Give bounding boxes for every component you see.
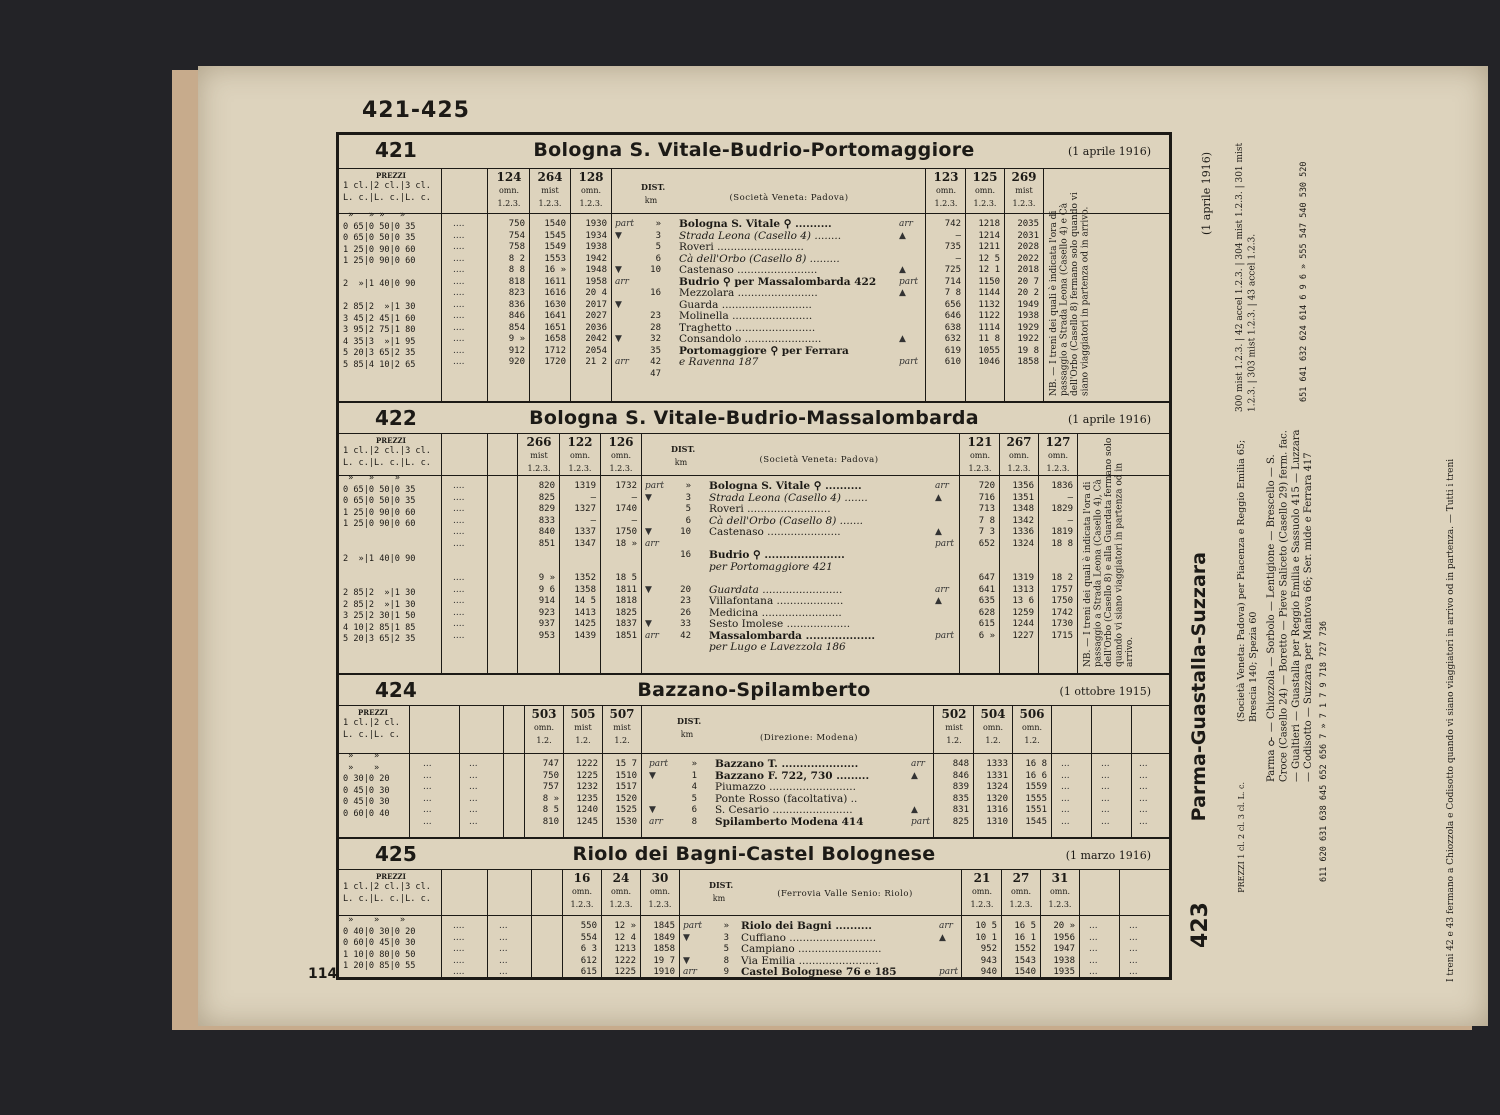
train-type: mist — [541, 186, 559, 195]
train-class: 1.2. — [575, 736, 591, 745]
train-class: 1.2. — [536, 736, 552, 745]
arr-label: arr — [649, 816, 663, 827]
part-label: part — [899, 357, 919, 367]
train-class: 1.2.3. — [579, 199, 603, 208]
train-506-head — [1013, 708, 1051, 747]
train-number: 507 — [609, 707, 635, 721]
part-label: part — [683, 921, 703, 931]
prezzi-head: 1 cl.|2 cl.|3 cl. L. c.|L. c.|L. c. — [343, 882, 431, 904]
dots-col: ... ... ... ... ... ... — [469, 759, 478, 827]
section-date: (1 ottobre 1915) — [1059, 685, 1151, 698]
part-label: part — [645, 481, 665, 491]
page-header-range: 421-425 — [362, 98, 470, 123]
station-name: Guarda ........................... — [679, 298, 812, 311]
dots-col: .... .... .... .... .... .... .... .... .... .... .... .... — [453, 481, 465, 641]
station-name: Molinella ........................ — [679, 310, 813, 322]
train-type: omn. — [969, 451, 991, 460]
station-name: per Portomaggiore 421 — [709, 560, 833, 573]
company-name: (Società Veneta: Padova) — [759, 455, 879, 465]
train-class: 1.2.3. — [973, 199, 997, 208]
times-503: 747 750 757 8 » 8 5 810 — [542, 759, 559, 827]
train-269-head — [1005, 171, 1043, 210]
train-number: 127 — [1045, 435, 1071, 449]
station-name: Bologna S. Vitale ⚲ .......... — [679, 218, 832, 230]
train-503-head — [525, 708, 563, 747]
train-number: 269 — [1011, 170, 1037, 184]
train-number: 123 — [933, 170, 959, 184]
train-class: 1.2.3. — [609, 900, 633, 909]
section-423-times-a: 651 641 632 624 614 6 9 6 » 555 547 540 530 520 — [1299, 161, 1309, 402]
section-423-title: Parma-Guastalla-Suzzara — [1188, 552, 1210, 822]
part-arr-markers: part ▼ ▼ arr — [649, 759, 669, 827]
prezzi-label: PREZZI — [376, 436, 406, 445]
arr-label: arr — [899, 219, 913, 229]
company-name: (Ferrovia Valle Senio: Riolo) — [777, 889, 913, 899]
station-name: per Lugo e Lavezzola 186 — [709, 641, 846, 653]
times-269: 2035 2031 2028 2022 2018 20 7 20 2 1949 1938 1929 1922 19 8 1858 — [1017, 219, 1039, 367]
times-127: 1836 — 1829 — 1819 18 8 18 2 1757 1750 1742 1730 1715 — [1051, 481, 1073, 641]
part-arr-markers: part ▼ ▼ arr ▼ ▼ arr — [615, 219, 635, 367]
train-number: 267 — [1006, 435, 1032, 449]
train-class: 1.2. — [946, 736, 962, 745]
section-note: NB. — I treni dei quali è indicata l'ora di passaggio a Strada Leona (Casello 4), Cà dell'Orbo (Casello 8) e alla Guardata fermano solo quando vi siano viaggiatori in partenza od in arrivo. — [1083, 437, 1135, 667]
train-type: omn. — [649, 887, 671, 896]
train-type: omn. — [982, 723, 1004, 732]
train-class: 1.2.3. — [570, 900, 594, 909]
company-name: (Società Veneta: Padova) — [729, 193, 849, 203]
train-class: 1.2. — [985, 736, 1001, 745]
section-note: NB. — I treni dei quali è indicata l'ora di passaggio a Strada Leona (Casello 4) e Cà dell'Orbo (Casello 8) fermano solo quando vi siano viaggiatori in partenza od in arrivo. — [1049, 192, 1091, 396]
station-name: Strada Leona (Casello 4) ....... — [709, 491, 868, 504]
train-127-head — [1039, 436, 1077, 475]
station-name: Sesto Imolese ................... — [709, 618, 851, 630]
train-505-head — [564, 708, 602, 747]
station-name: Budrio ⚲ ...................... — [709, 549, 845, 561]
part-label: part — [939, 967, 959, 977]
prezzi-label: PREZZI — [358, 708, 388, 717]
train-121-head — [961, 436, 999, 475]
train-type: omn. — [533, 723, 555, 732]
section-423-note: I treni 42 e 43 fermano a Chiozzola e Codisotto quando vi siano viaggiatori in arrivo od in partenza. — Tutti i treni — [1446, 458, 1456, 982]
station-name: Bazzano T. ..................... — [715, 758, 859, 770]
station-name: Strada Leona (Casello 4) ........ — [679, 229, 842, 242]
arr-label: arr — [645, 538, 659, 549]
times-30: 1845 1849 1858 19 7 1910 — [653, 921, 675, 977]
times-16: 550 554 6 3 612 615 — [580, 921, 597, 977]
dist-label — [677, 715, 702, 741]
dots-col: ... ... ... ... ... ... — [423, 759, 432, 827]
dots-col: ... ... ... ... ... — [1089, 921, 1098, 977]
station-name: Ponte Rosso (facoltativa) .. — [715, 792, 858, 805]
station-name: Villafontana .................... — [709, 595, 844, 607]
section-date: (1 aprile 1916) — [1068, 145, 1151, 158]
train-122-head — [560, 436, 600, 475]
times-126: 1732 — 1740 — 1750 18 » 18 5 1811 1818 1825 1837 1851 — [615, 481, 637, 641]
station-name: Bologna S. Vitale ⚲ .......... — [709, 480, 862, 492]
prezzi-rows: » » » » 0 30|0 20 0 45|0 30 0 45|0 30 0 60|0 40 — [343, 751, 390, 819]
prezzi-table — [343, 171, 439, 371]
section-423-company: (Società Veneta: Padova) per Piacenza e Reggio Emilia 65; Brescia 140; Spezia 60 — [1236, 439, 1259, 722]
train-type: mist — [1015, 186, 1033, 195]
section-title: Riolo dei Bagni-Castel Bolognese — [572, 843, 936, 865]
arr-label: arr — [911, 759, 925, 769]
train-class: 1.2.3. — [968, 464, 992, 473]
part-arr-markers: part ▼ ▼ arr ▼ ▼ arr — [645, 481, 665, 641]
section-423-panel — [1178, 122, 1468, 992]
station-name: Castenaso ...................... — [709, 526, 841, 538]
train-number: 31 — [1051, 871, 1069, 885]
train-21-head — [963, 872, 1001, 911]
part-label: part — [615, 219, 635, 229]
section-423-times-b: 611 620 631 638 645 652 656 7 » 7 1 7 9 718 727 736 — [1319, 621, 1329, 882]
train-number: 504 — [980, 707, 1006, 721]
train-number: 126 — [608, 435, 634, 449]
train-type: omn. — [974, 186, 996, 195]
section-number: 424 — [375, 678, 417, 702]
times-125: 1218 1214 1211 12 5 12 1 1150 1144 1132 1122 1114 11 8 1055 1046 — [978, 219, 1000, 367]
station-name: e Ravenna 187 — [679, 356, 759, 368]
part-label: part — [911, 816, 931, 827]
arr-label: arr — [615, 276, 629, 287]
station-name — [709, 573, 875, 585]
train-type: omn. — [498, 186, 520, 195]
km-text: km — [644, 196, 658, 205]
station-list — [709, 481, 875, 654]
station-name: Portomaggiore ⚲ per Ferrara — [679, 344, 849, 357]
station-list — [679, 219, 876, 369]
times-31: 20 » 1956 1947 1938 1935 — [1053, 921, 1075, 977]
km-column: » 3 5 6 10 16 20 23 26 33 42 — [680, 481, 691, 641]
train-30-head — [641, 872, 679, 911]
station-name: Cà dell'Orbo (Casello 8) ....... — [709, 514, 864, 527]
train-27-head — [1002, 872, 1040, 911]
dots-col: ... ... ... ... ... ... — [1061, 759, 1070, 827]
section-date: (1 aprile 1916) — [1068, 413, 1151, 426]
section-424 — [339, 675, 1169, 839]
train-126-head — [601, 436, 641, 475]
train-class: 1.2.3. — [1012, 199, 1036, 208]
times-122: 1319 — 1327 — 1337 1347 1352 1358 14 5 1413 1425 1439 — [574, 481, 596, 641]
station-name: Roveri .......................... — [679, 241, 804, 253]
km-text: km — [674, 458, 688, 467]
section-423-prezzi: PREZZI 1 cl. 2 cl. 3 cl. L. c. — [1237, 782, 1246, 893]
section-421 — [339, 135, 1169, 403]
prezzi-rows: » » » 0 65|0 50|0 35 0 65|0 50|0 35 1 25|0 90|0 60 1 25|0 90|0 60 2 »|1 40|0 90 2 85|2 »|1 30 2 85|2 »|1 30 3 25|2 30|1 50 4 10|2 85|1 85 5 20|3 65|2 35 — [343, 473, 416, 644]
train-type: omn. — [1047, 451, 1069, 460]
train-type: omn. — [935, 186, 957, 195]
train-24-head — [602, 872, 640, 911]
train-number: 502 — [941, 707, 967, 721]
train-type: omn. — [610, 887, 632, 896]
prezzi-head: 1 cl.|2 cl.|3 cl. L. c.|L. c.|L. c. — [343, 181, 431, 203]
station-name: Roveri ......................... — [709, 503, 831, 515]
section-number: 425 — [375, 842, 417, 866]
train-number: 264 — [537, 170, 563, 184]
station-name: Campiano ......................... — [741, 943, 882, 955]
part-label: part — [935, 630, 955, 641]
station-name: Riolo dei Bagni .......... — [741, 920, 872, 932]
train-type: omn. — [610, 451, 632, 460]
train-type: omn. — [1021, 723, 1043, 732]
times-24: 12 » 12 4 1213 1222 1225 — [614, 921, 636, 977]
train-number: 21 — [973, 871, 991, 885]
train-type: omn. — [571, 887, 593, 896]
part-label: part — [935, 538, 955, 549]
train-number: 128 — [578, 170, 604, 184]
station-name: Traghetto ........................ — [679, 321, 816, 334]
section-422 — [339, 403, 1169, 675]
section-title: Bologna S. Vitale-Budrio-Massalombarda — [529, 407, 979, 429]
dist-text: DIST. — [677, 716, 702, 726]
section-423-stations: Parma ⚲ — Chiozzola — Sorbolo — Lentigione — Brescello — S. Croce (Casello 24) — Boretto — Pieve Saliceto (Casello 29) ferm. fac. — Gualtieri — Guastalla per Reggio Emilia e Sassuolo 415 — Luzzara — Codisotto — Suzzara per Mantova 66; Ser. mide e Ferrara 417 — [1266, 429, 1315, 782]
part-label: part — [899, 276, 919, 287]
arr-part-markers: arr ▲ ▲ part ▲ ▲ part — [899, 219, 919, 367]
train-number: 27 — [1012, 871, 1030, 885]
prezzi-rows: » » » 0 40|0 30|0 20 0 60|0 45|0 30 1 10|0 80|0 50 1 20|0 85|0 55 — [343, 915, 416, 971]
station-name: Spilamberto Modena 414 — [715, 815, 864, 828]
prezzi-table — [343, 872, 439, 973]
company-name: (Direzione: Modena) — [760, 733, 858, 743]
section-title: Bazzano-Spilamberto — [637, 679, 871, 701]
station-name: Via Emilia ........................ — [741, 954, 879, 967]
km-text: km — [680, 730, 694, 739]
prezzi-head: 1 cl.|2 cl. L. c.|L. c. — [343, 718, 400, 740]
times-123: 742 — 735 — 725 714 7 8 656 646 638 632 619 610 — [944, 219, 961, 367]
arr-label: arr — [645, 630, 659, 641]
train-number: 16 — [573, 871, 591, 885]
train-class: 1.2.3. — [1007, 464, 1031, 473]
km-text: km — [712, 894, 726, 903]
train-type: mist — [945, 723, 963, 732]
dist-text: DIST. — [641, 182, 666, 192]
train-type: mist — [574, 723, 592, 732]
station-name: S. Cesario ........................ — [715, 804, 853, 816]
train-class: 1.2.3. — [527, 464, 551, 473]
dist-label — [641, 181, 666, 207]
arr-part-markers: arr ▲ part — [939, 921, 959, 977]
train-class: 1.2.3. — [1048, 900, 1072, 909]
train-class: 1.2. — [614, 736, 630, 745]
train-class: 1.2.3. — [568, 464, 592, 473]
train-type: omn. — [1010, 887, 1032, 896]
station-name: Consandolo ....................... — [679, 333, 822, 345]
train-type: omn. — [971, 887, 993, 896]
times-21: 10 5 10 1 952 943 940 — [975, 921, 997, 977]
station-name: Piumazzo .......................... — [715, 781, 856, 793]
train-type: omn. — [1008, 451, 1030, 460]
train-number: 266 — [526, 435, 552, 449]
dots-col: ... ... ... ... ... — [499, 921, 508, 977]
train-class: 1.2.3. — [1046, 464, 1070, 473]
train-16-head — [563, 872, 601, 911]
dist-label — [709, 879, 734, 905]
train-type: omn. — [569, 451, 591, 460]
train-class: 1.2.3. — [538, 199, 562, 208]
station-name: Medicina ........................ — [709, 606, 842, 619]
train-class: 1.2.3. — [648, 900, 672, 909]
prezzi-rows: » » » » 0 65|0 50|0 35 0 65|0 50|0 35 1 25|0 90|0 60 1 25|0 90|0 60 2 »|1 40|0 90 2 85|2 »|1 30 3 45|2 45|1 60 3 95|2 75|1 80 4 35|3 »|1 95 5 20|3 65|2 35 5 85|4 10|2 65 — [343, 210, 416, 370]
arr-label: arr — [615, 357, 629, 367]
prezzi-table — [343, 708, 403, 820]
train-31-head — [1041, 872, 1079, 911]
times-27: 16 5 16 1 1552 1543 1540 — [1014, 921, 1036, 977]
train-264-head — [530, 171, 570, 210]
km-column: » 3 5 8 9 — [723, 921, 729, 977]
train-number: 124 — [496, 170, 522, 184]
train-class: 1.2.3. — [970, 900, 994, 909]
train-128-head — [571, 171, 611, 210]
times-267: 1356 1351 1348 1342 1336 1324 1319 1313 13 6 1259 1244 1227 — [1012, 481, 1034, 641]
dots-col: .... .... .... .... .... .... .... .... .... .... .... .... .... — [453, 219, 465, 367]
train-504-head — [974, 708, 1012, 747]
times-504: 1333 1331 1324 1320 1316 1310 — [986, 759, 1008, 827]
times-264: 1540 1545 1549 1553 16 » 1611 1616 1630 1641 1651 1658 1712 1720 — [544, 219, 566, 367]
train-type: omn. — [1049, 887, 1071, 896]
times-128: 1930 1934 1938 1942 1948 1958 20 4 2017 2027 2036 2042 2054 21 2 — [585, 219, 607, 367]
train-number: 505 — [570, 707, 596, 721]
section-number: 422 — [375, 406, 417, 430]
station-list — [715, 759, 869, 828]
train-number: 24 — [612, 871, 630, 885]
arr-label: arr — [935, 481, 949, 491]
train-125-head — [966, 171, 1004, 210]
section-425 — [339, 839, 1169, 980]
station-name: Cuffiano .......................... — [741, 931, 877, 944]
train-class: 1.2. — [1024, 736, 1040, 745]
section-423-date: (1 aprile 1916) — [1200, 152, 1213, 235]
train-number: 503 — [531, 707, 557, 721]
station-name: Massalombarda ................... — [709, 629, 876, 642]
train-class: 1.2.3. — [1009, 900, 1033, 909]
train-124-head — [489, 171, 529, 210]
dist-text: DIST. — [671, 444, 696, 454]
station-name: Guardata ........................ — [709, 583, 843, 596]
arr-part-markers: arr ▲ ▲ part arr ▲ part — [935, 481, 955, 641]
train-type: mist — [613, 723, 631, 732]
train-266-head — [519, 436, 559, 475]
times-507: 15 7 1510 1517 1520 1525 1530 — [615, 759, 637, 827]
arr-part-markers: arr ▲ ▲ part — [911, 759, 931, 827]
prezzi-label: PREZZI — [376, 171, 406, 180]
part-label: part — [649, 759, 669, 769]
train-class: 1.2.3. — [609, 464, 633, 473]
times-121: 720 716 713 7 8 7 3 652 647 641 635 628 615 6 » — [978, 481, 995, 641]
timetable-frame — [336, 132, 1172, 980]
section-423-train-headers: 300 mist 1.2.3. | 42 accel 1.2.3. | 304 mist 1.2.3. | 301 mist 1.2.3. | 303 mist 1.2.3. | 43 accel 1.2.3. — [1235, 142, 1258, 412]
station-name: Budrio ⚲ per Massalombarda 422 — [679, 275, 877, 288]
arr-label: arr — [939, 921, 953, 931]
dots-col: ... ... ... ... ... ... — [1101, 759, 1110, 827]
train-class: 1.2.3. — [497, 199, 521, 208]
train-type: omn. — [580, 186, 602, 195]
train-class: 1.2.3. — [934, 199, 958, 208]
train-507-head — [603, 708, 641, 747]
train-502-head — [935, 708, 973, 747]
station-list — [741, 921, 897, 979]
arr-label: arr — [935, 584, 949, 595]
train-number: 125 — [972, 170, 998, 184]
km-column: » 1 4 5 6 8 — [691, 759, 697, 827]
dots-col: ... ... ... ... ... ... — [1139, 759, 1148, 827]
station-name: Cà dell'Orbo (Casello 8) ......... — [679, 252, 840, 265]
times-266: 820 825 829 833 840 851 9 » 9 6 914 923 937 953 — [538, 481, 555, 641]
train-number: 506 — [1019, 707, 1045, 721]
times-505: 1222 1225 1232 1235 1240 1245 — [576, 759, 598, 827]
prezzi-head: 1 cl.|2 cl.|3 cl. L. c.|L. c.|L. c. — [343, 446, 431, 468]
train-267-head — [1000, 436, 1038, 475]
section-date: (1 marzo 1916) — [1065, 849, 1151, 862]
section-423-number: 423 — [1188, 902, 1213, 948]
dots-col: ... ... ... ... ... — [1129, 921, 1138, 977]
train-number: 30 — [651, 871, 669, 885]
train-number: 122 — [567, 435, 593, 449]
section-title: Bologna S. Vitale-Budrio-Portomaggiore — [533, 139, 975, 161]
dist-text: DIST. — [709, 880, 734, 890]
station-name: Castel Bolognese 76 e 185 — [741, 966, 897, 978]
part-arr-markers: part ▼ ▼ arr — [683, 921, 703, 977]
times-124: 750 754 758 8 2 8 8 818 823 836 846 854 9 » 912 920 — [508, 219, 525, 367]
section-number: 421 — [375, 138, 417, 162]
dots-col: .... .... .... .... .... — [453, 921, 465, 977]
station-name: Bazzano F. 722, 730 ......... — [715, 769, 870, 782]
station-name: Mezzolara ........................ — [679, 287, 818, 299]
times-502: 848 846 839 835 831 825 — [952, 759, 969, 827]
dist-label — [671, 443, 696, 469]
train-number: 121 — [967, 435, 993, 449]
prezzi-table — [343, 436, 439, 646]
station-name: Castenaso ........................ — [679, 264, 818, 276]
train-123-head — [927, 171, 965, 210]
prezzi-label: PREZZI — [376, 872, 406, 881]
times-506: 16 8 16 6 1559 1555 1551 1545 — [1025, 759, 1047, 827]
km-column: » 3 5 6 10 16 23 28 32 35 42 47 — [650, 219, 661, 379]
arr-label: arr — [683, 967, 697, 977]
train-type: mist — [530, 451, 548, 460]
page-number: 114 — [308, 966, 338, 982]
